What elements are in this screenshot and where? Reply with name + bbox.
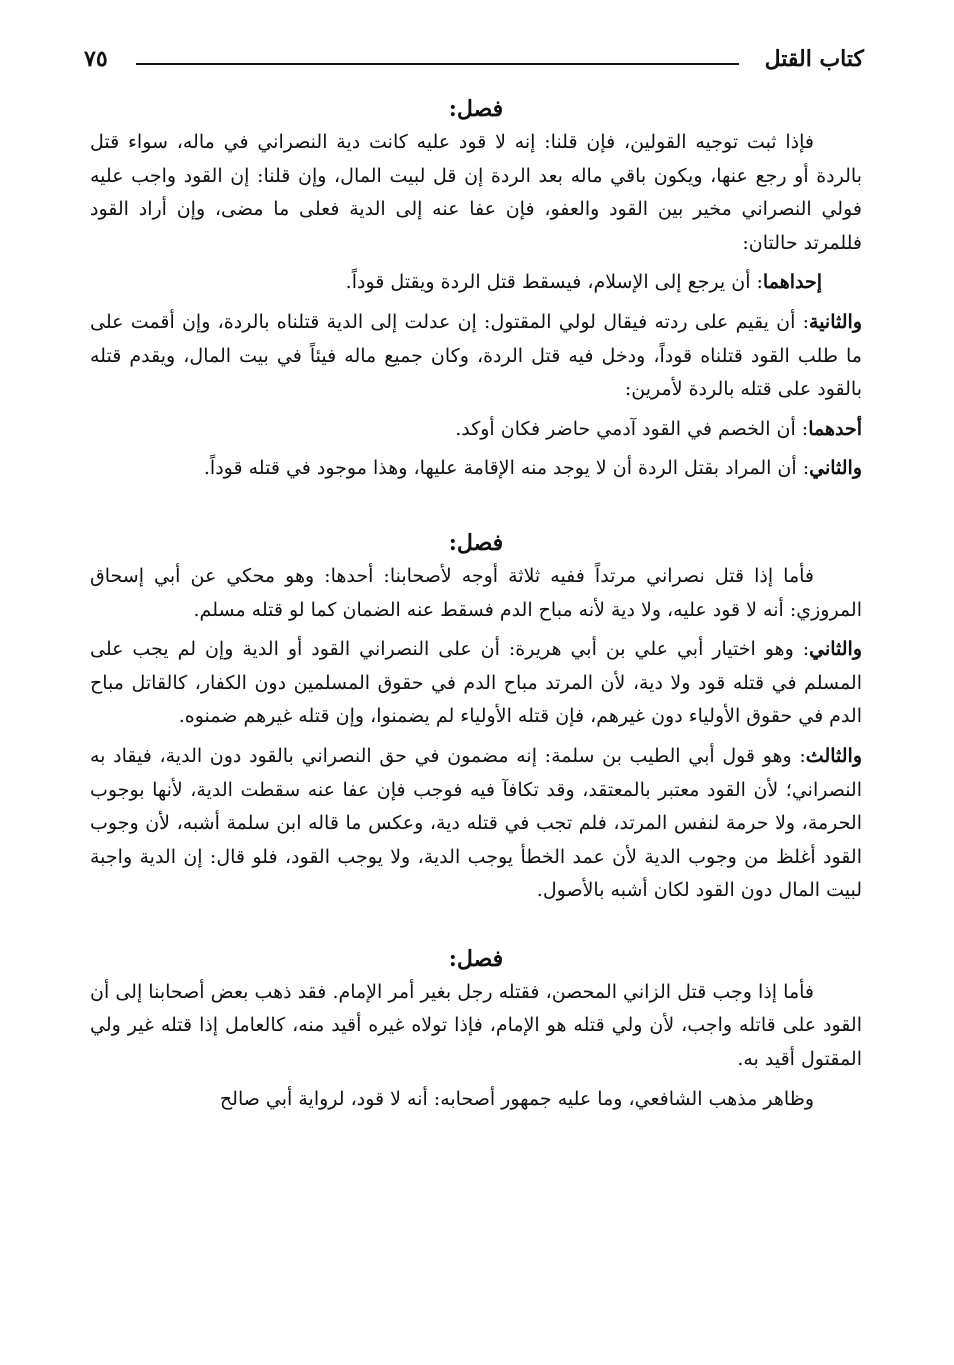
running-header xyxy=(84,42,864,82)
paragraph xyxy=(90,740,862,908)
paragraph: فأما إذا قتل نصراني مرتداً ففيه ثلاثة أوجه لأصحابنا: أحدها: وهو محكي عن أبي إسحاق المروزي: أنه لا قود عليه، ولا دية لأنه مباح الدم فسقط عنه الضمان كما لو قتله مسلم. xyxy=(90,564,862,621)
paragraph-text: : وهو قول أبي الطيب بن سلمة: إنه مضمون في حق النصراني بالقود دون الدية، فيقاد به النصراني؛ لأن القود معتبر بالمعتقد، وقد تكافآ فيه فوجب فإن عفا عنه سقطت الدية، لأنها بوجوب الحرمة، ولا حرمة لنفس المرتد، فلم تجب في قتله دية، وعكس ما قاله ابن سلمة أشبه، لأن وجوب القود أغلظ من وجوب الدية لأن عمد الخطأ يوجب الدية، ولا يوجب القود، فلو قال: إن الدية واجبة لبيت المال دون القود لكان أشبه بالأصول. xyxy=(90,744,862,902)
paragraph: وظاهر مذهب الشافعي، وما عليه جمهور أصحابه: أنه لا قود، لرواية أبي صالح xyxy=(219,1087,814,1110)
paragraph-text: : أن الخصم في القود آدمي حاضر فكان أوكد. xyxy=(455,417,809,440)
paragraph xyxy=(90,633,862,734)
paragraph xyxy=(90,266,862,300)
page-body xyxy=(90,92,862,1122)
paragraph xyxy=(90,413,862,447)
paragraph-label: أحدهما xyxy=(808,417,862,440)
header-rule xyxy=(136,63,739,65)
paragraph xyxy=(90,452,862,486)
section-heading: فصل: xyxy=(448,529,504,556)
paragraph-label: والثانية xyxy=(809,310,862,333)
paragraph: فأما إذا وجب قتل الزاني المحصن، فقتله رجل بغير أمر الإمام. فقد ذهب بعض أصحابنا إلى أن القود على قاتله واجب، لأن ولي قتله هو الإمام، فإذا تولاه غيره أقيد منه، كالعامل إذا قتله غير ولي المقتول أقيد به. xyxy=(90,980,862,1071)
paragraph-label: والثاني xyxy=(809,457,862,480)
paragraph: فإذا ثبت توجيه القولين، فإن قلنا: إنه لا قود عليه كانت دية النصراني في ماله، سواء قتل بالردة أو رجع عنها، ويكون باقي ماله بعد الردة إن قل لبيت المال، وإن قلنا: إن القود واجب عليه فولي النصراني مخير بين القود والعفو، فإن عفا عنه إلى الدية فعلى ما مضى، وإن أراد القود فللمرتد حالتان: xyxy=(90,131,862,254)
paragraph-label: إحداهما xyxy=(762,271,822,294)
page-number: ٧٥ xyxy=(84,46,108,72)
paragraph-text: : وهو اختيار أبي علي بن أبي هريرة: أن على النصراني القود أو الدية وإن لم يجب على المسلم في قتله قود ولا دية، لأن المرتد مباح الدم في حقوق المسلمين دون الكفار، كالقاتل مباح الدم في حقوق الأولياء دون غيرهم، فإن قتله الأولياء لم يضمنوا، وإن قتله غيرهم ضمنوه. xyxy=(90,638,862,728)
chapter-title: كتاب القتل xyxy=(764,46,864,72)
paragraph-text: : أن يرجع إلى الإسلام، فيسقط قتل الردة ويقتل قوداً. xyxy=(345,271,763,294)
paragraph-text: : أن يقيم على ردته فيقال لولي المقتول: إن عدلت إلى الدية قتلناه بالردة، وإن أقمت على ما طلب القود قتلناه قوداً، ودخل فيه قتل الردة، وكان جميع ماله فيئاً في بيت المال، ويقدم قتله بالقود على قتله بالردة لأمرين: xyxy=(90,310,862,401)
paragraph xyxy=(90,306,862,407)
section-heading: فصل: xyxy=(448,96,504,122)
paragraph-label: والثالث xyxy=(805,744,862,767)
paragraph-text: : أن المراد بقتل الردة أن لا يوجد منه الإقامة عليها، وهذا موجود في قتله قوداً. xyxy=(203,457,810,480)
section-heading: فصل: xyxy=(448,945,504,972)
paragraph-label: والثاني xyxy=(809,638,862,661)
